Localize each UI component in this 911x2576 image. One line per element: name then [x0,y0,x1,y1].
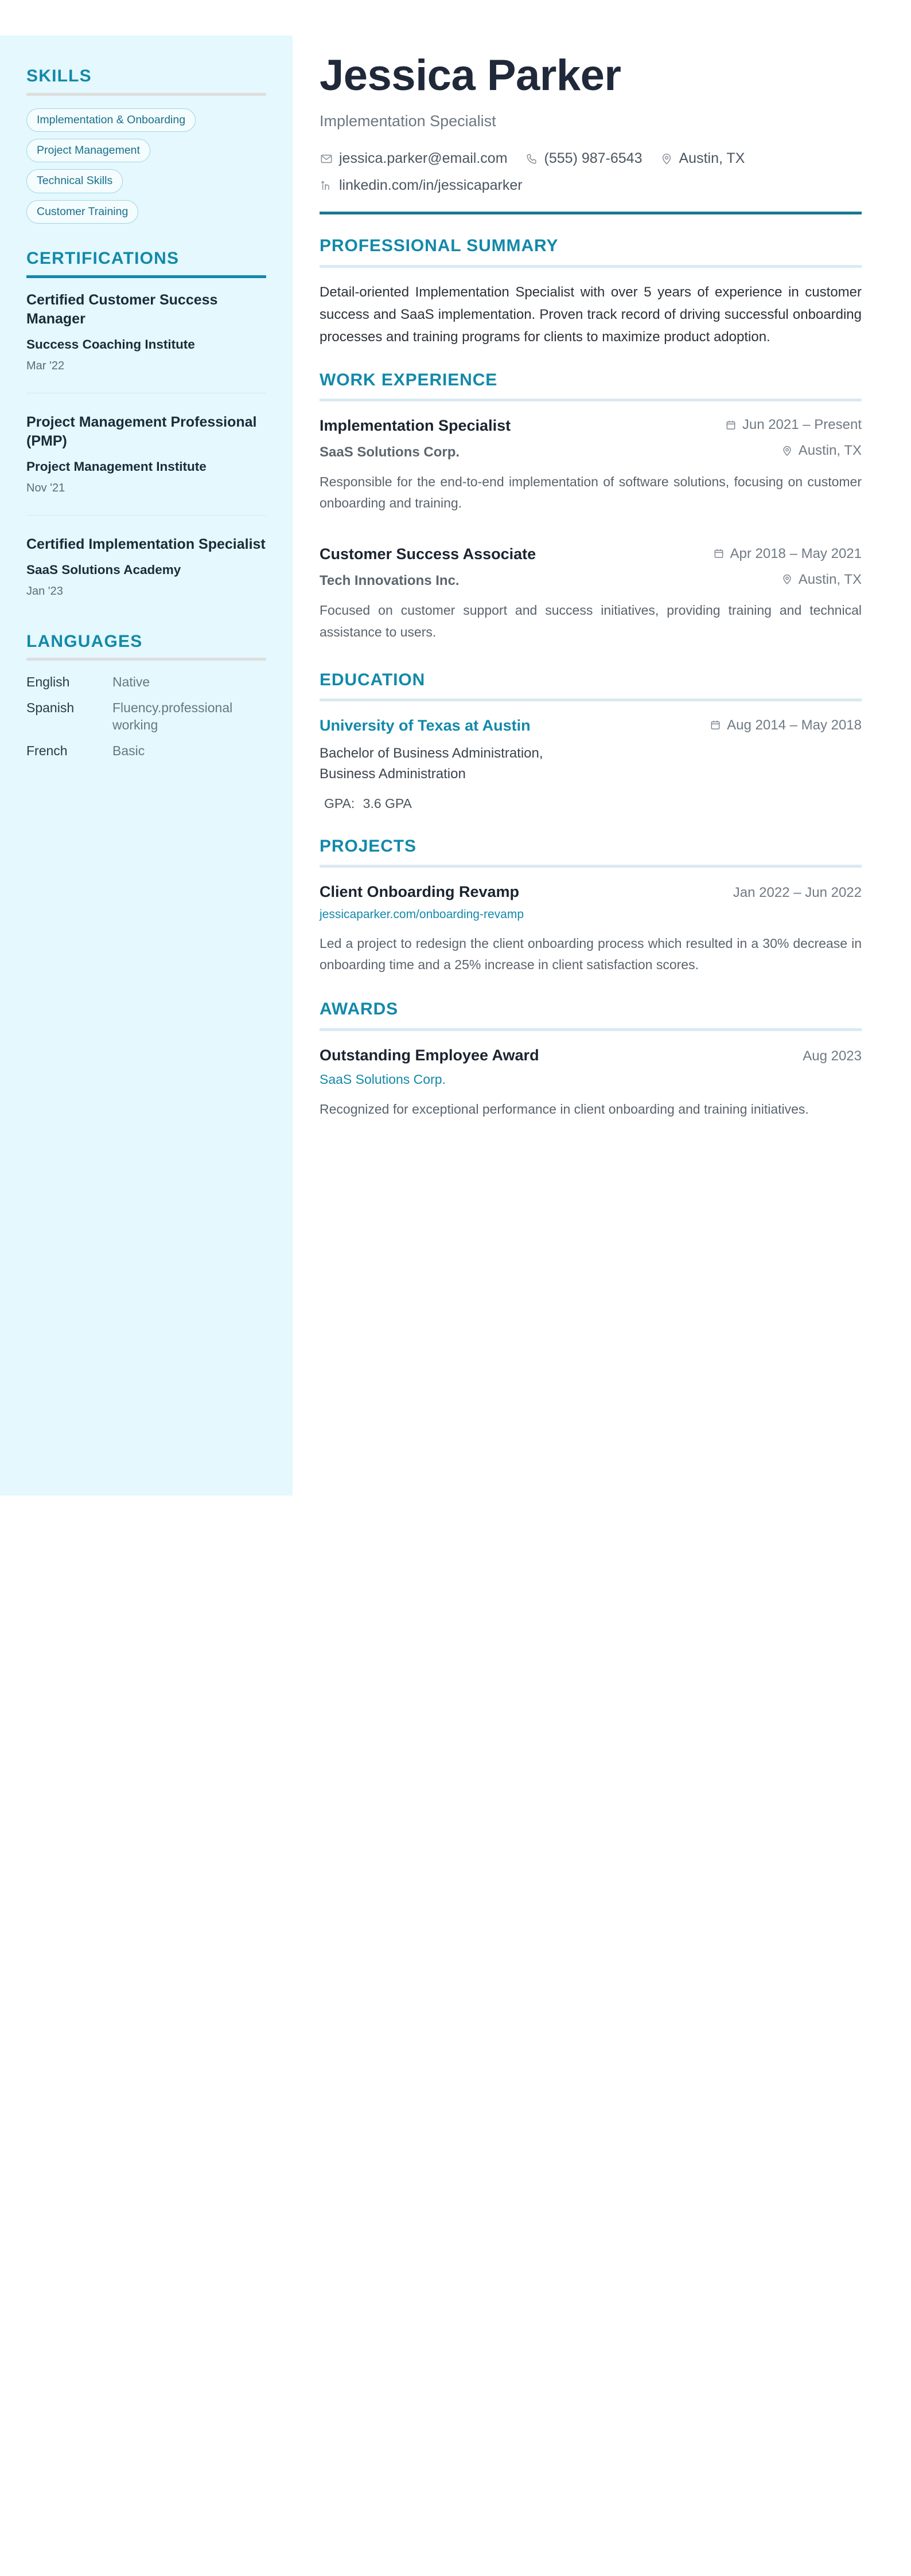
certification-name: Project Management Professional (PMP) [26,413,257,450]
education-gpa-value: 3.6 GPA [363,795,412,811]
contact-location-text: Austin, TX [679,150,745,166]
work-entry-header [320,415,862,436]
contact-info [320,150,862,195]
work-heading: WORK EXPERIENCE [320,370,498,389]
work-dates [725,416,862,434]
contact-line-secondary [320,177,862,194]
language-row [26,742,266,759]
certifications-divider [26,275,266,278]
languages-divider [26,658,266,661]
work-entry [320,544,862,642]
certification-name: Certified Customer Success Manager [26,291,218,327]
location-icon [660,152,673,166]
work-dates [713,545,862,563]
languages-heading: LANGUAGES [26,631,143,651]
contact-linkedin-text: linkedin.com/in/jessicaparker [339,177,523,194]
language-name: English [26,674,70,690]
skill-pill[interactable]: Implementation & Onboarding [26,108,196,132]
work-description: Responsible for the end-to-end implementation of software solutions, focusing on customer onboarding and training. [320,474,862,511]
certification-org: Project Management Institute [26,459,207,474]
skill-pill[interactable]: Technical Skills [26,169,123,193]
section-awards [320,998,862,1120]
award-date [803,1047,862,1065]
education-dates [709,716,862,734]
work-entry-sub [320,571,862,590]
calendar-icon [709,719,722,731]
education-degree: Bachelor of Business Administration, Business Administration [320,745,543,782]
certification-item [26,535,266,599]
contact-email[interactable] [320,150,508,167]
education-school[interactable]: University of Texas at Austin [320,717,531,735]
email-icon [320,152,333,166]
skill-pill[interactable]: Project Management [26,139,150,162]
language-name: Spanish [26,700,75,715]
award-description: Recognized for exceptional performance in client onboarding and training initiatives. [320,1101,809,1117]
project-entry-header [320,881,862,902]
certification-separator [26,515,266,516]
work-dates-text: Jun 2021 – Present [742,417,862,433]
sidebar [0,36,293,1496]
certification-org: SaaS Solutions Academy [26,562,181,577]
phone-icon [525,152,539,166]
header-divider [320,212,862,214]
projects-heading: PROJECTS [320,836,416,856]
project-entry [320,881,862,975]
skills-list [26,108,266,224]
award-title: Outstanding Employee Award [320,1046,539,1064]
sidebar-section-certifications [26,248,266,599]
project-title: Client Onboarding Revamp [320,883,520,901]
project-dates [733,884,862,901]
location-icon [781,573,793,586]
education-heading: EDUCATION [320,670,426,689]
section-projects [320,836,862,975]
sidebar-section-languages [26,631,266,759]
work-location [781,571,862,588]
project-url[interactable]: jessicaparker.com/onboarding-revamp [320,908,524,922]
work-job-title: Customer Success Associate [320,545,536,563]
work-entry-header [320,544,862,564]
calendar-icon [725,419,737,431]
summary-heading: PROFESSIONAL SUMMARY [320,236,559,256]
awards-divider [320,1028,862,1031]
work-location [781,442,862,459]
section-professional-summary [320,235,862,348]
project-dates-text: Jan 2022 – Jun 2022 [733,885,862,901]
work-divider [320,399,862,401]
language-level: Fluency.professional working [112,700,233,733]
language-row [26,673,266,690]
education-gpa [320,794,862,813]
award-date-text: Aug 2023 [803,1048,862,1064]
education-dates-text: Aug 2014 – May 2018 [727,717,862,733]
page-title: Jessica Parker [320,51,621,100]
certifications-heading: CERTIFICATIONS [26,249,180,268]
language-level: Native [112,674,150,690]
awards-heading: AWARDS [320,1000,399,1019]
work-company: Tech Innovations Inc. [320,573,460,589]
language-row [26,699,266,734]
projects-divider [320,865,862,868]
language-name: French [26,743,68,758]
contact-phone[interactable] [525,150,643,167]
education-gpa-label: GPA: [324,795,355,811]
work-location-text: Austin, TX [798,571,862,587]
contact-location [660,150,745,167]
language-level: Basic [112,743,145,758]
work-description: Focused on customer support and success initiatives, providing training and technical assistance to users. [320,603,862,639]
award-entry [320,1045,862,1120]
linkedin-icon [320,179,333,193]
certification-item [26,413,266,495]
work-job-title: Implementation Specialist [320,417,511,435]
contact-email-text: jessica.parker@email.com [339,150,508,166]
contact-line-primary [320,150,862,167]
contact-phone-text: (555) 987-6543 [544,150,643,166]
education-entry-header [320,715,862,736]
award-entry-header [320,1045,862,1065]
work-entry [320,415,862,514]
job-title: Implementation Specialist [320,112,496,130]
certification-org: Success Coaching Institute [26,337,195,352]
education-divider [320,698,862,701]
location-icon [781,444,793,457]
work-entry-sub [320,442,862,461]
skills-heading: SKILLS [26,67,92,85]
certification-date: Mar '22 [26,359,65,372]
certification-item [26,291,266,373]
calendar-icon [713,547,725,560]
summary-text: Detail-oriented Implementation Specialist with over 5 years of experience in customer success and SaaS implementation. Proven track record of driving successful onboarding processes and training programs for clients to maximize product adoption. [320,284,862,345]
project-description: Led a project to redesign the client onboarding process which resulted in a 30% decrease in onboarding time and a 25% increase in client satisfaction scores. [320,935,862,972]
sidebar-section-skills [26,65,266,224]
work-location-text: Austin, TX [798,443,862,459]
section-education [320,669,862,813]
certification-date: Jan '23 [26,584,63,598]
certification-date: Nov '21 [26,482,65,495]
certification-name: Certified Implementation Specialist [26,536,266,553]
main-column [293,36,911,1133]
skill-pill[interactable]: Customer Training [26,200,138,224]
section-work-experience [320,369,862,643]
summary-divider [320,265,862,268]
work-dates-text: Apr 2018 – May 2021 [730,545,862,561]
skills-divider [26,93,266,96]
contact-linkedin[interactable] [320,177,523,194]
award-issuer[interactable]: SaaS Solutions Corp. [320,1071,446,1087]
work-company: SaaS Solutions Corp. [320,444,460,460]
education-entry [320,715,862,812]
